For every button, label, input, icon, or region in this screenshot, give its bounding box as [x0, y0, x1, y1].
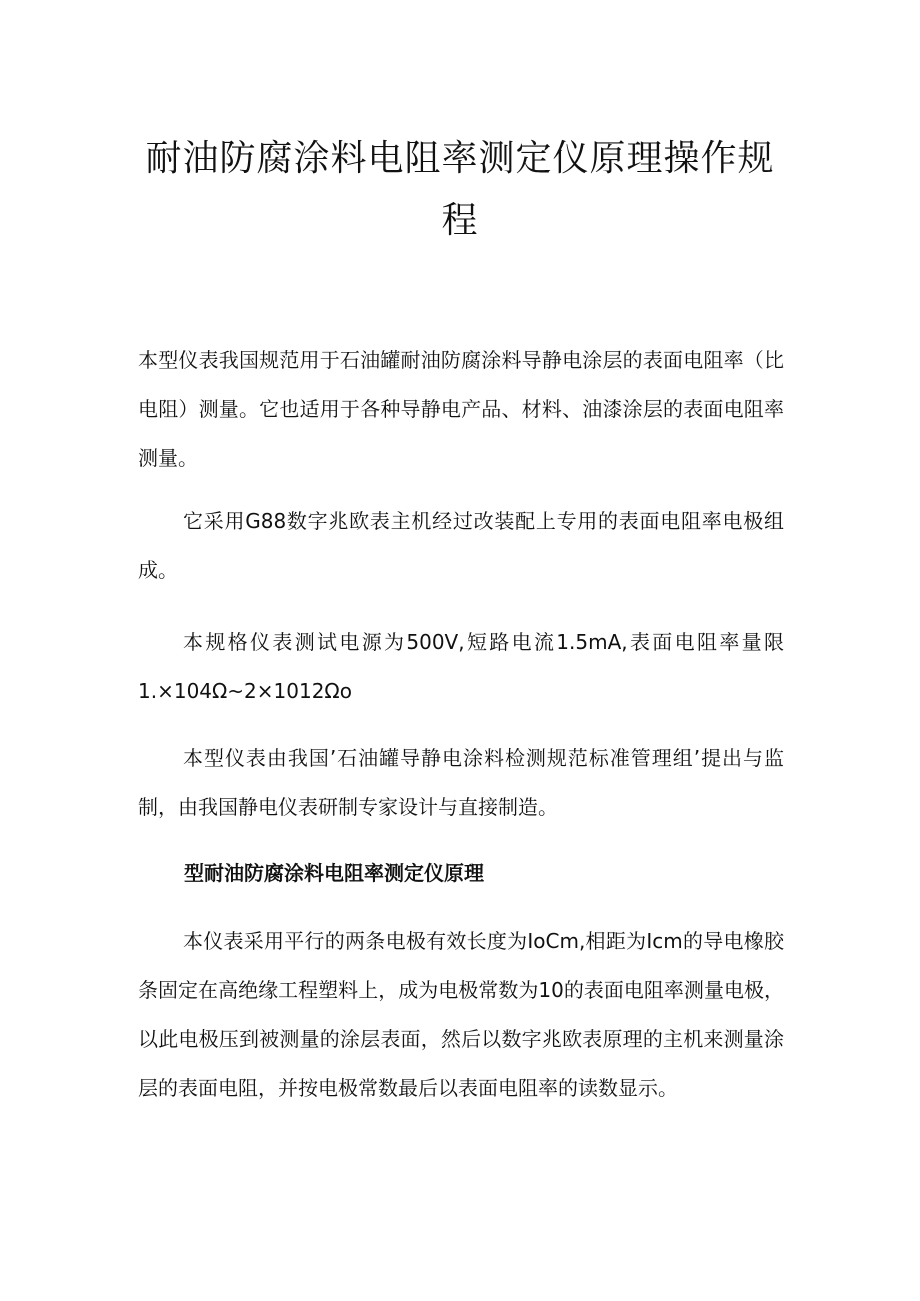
document-title: 耐油防腐涂料电阻率测定仪原理操作规程	[145, 138, 775, 241]
paragraph-principle: 本仪表采用平行的两条电极有效长度为IoCm,相距为Icm的导电橡胶条固定在高绝缘工程塑料上，成为电极常数为10的表面电阻率测量电极，以此电极压到被测量的涂层表面，然后以数字兆欧表原理的主机来测量涂层的表面电阻，并按电极常数最后以表面电阻率的读数显示。	[138, 929, 784, 1100]
paragraph-origin: 本型仪表由我国’石油罐导静电涂料检测规范标准管理组’提出与监制，由我国静电仪表研制专家设计与直接制造。	[138, 746, 784, 819]
section-heading: 型耐油防腐涂料电阻率测定仪原理	[184, 861, 484, 885]
paragraph-specification: 本规格仪表测试电源为500V,短路电流1.5mA,表面电阻率量限1.×104Ω~2×1012Ωo	[138, 630, 784, 703]
paragraph-composition: 它采用G88数字兆欧表主机经过改装配上专用的表面电阻率电极组成。	[138, 509, 784, 582]
paragraph-scope: 本型仪表我国规范用于石油罐耐油防腐涂料导静电涂层的表面电阻率（比电阻）测量。它也适用于各种导静电产品、材料、油漆涂层的表面电阻率测量。	[138, 348, 784, 470]
